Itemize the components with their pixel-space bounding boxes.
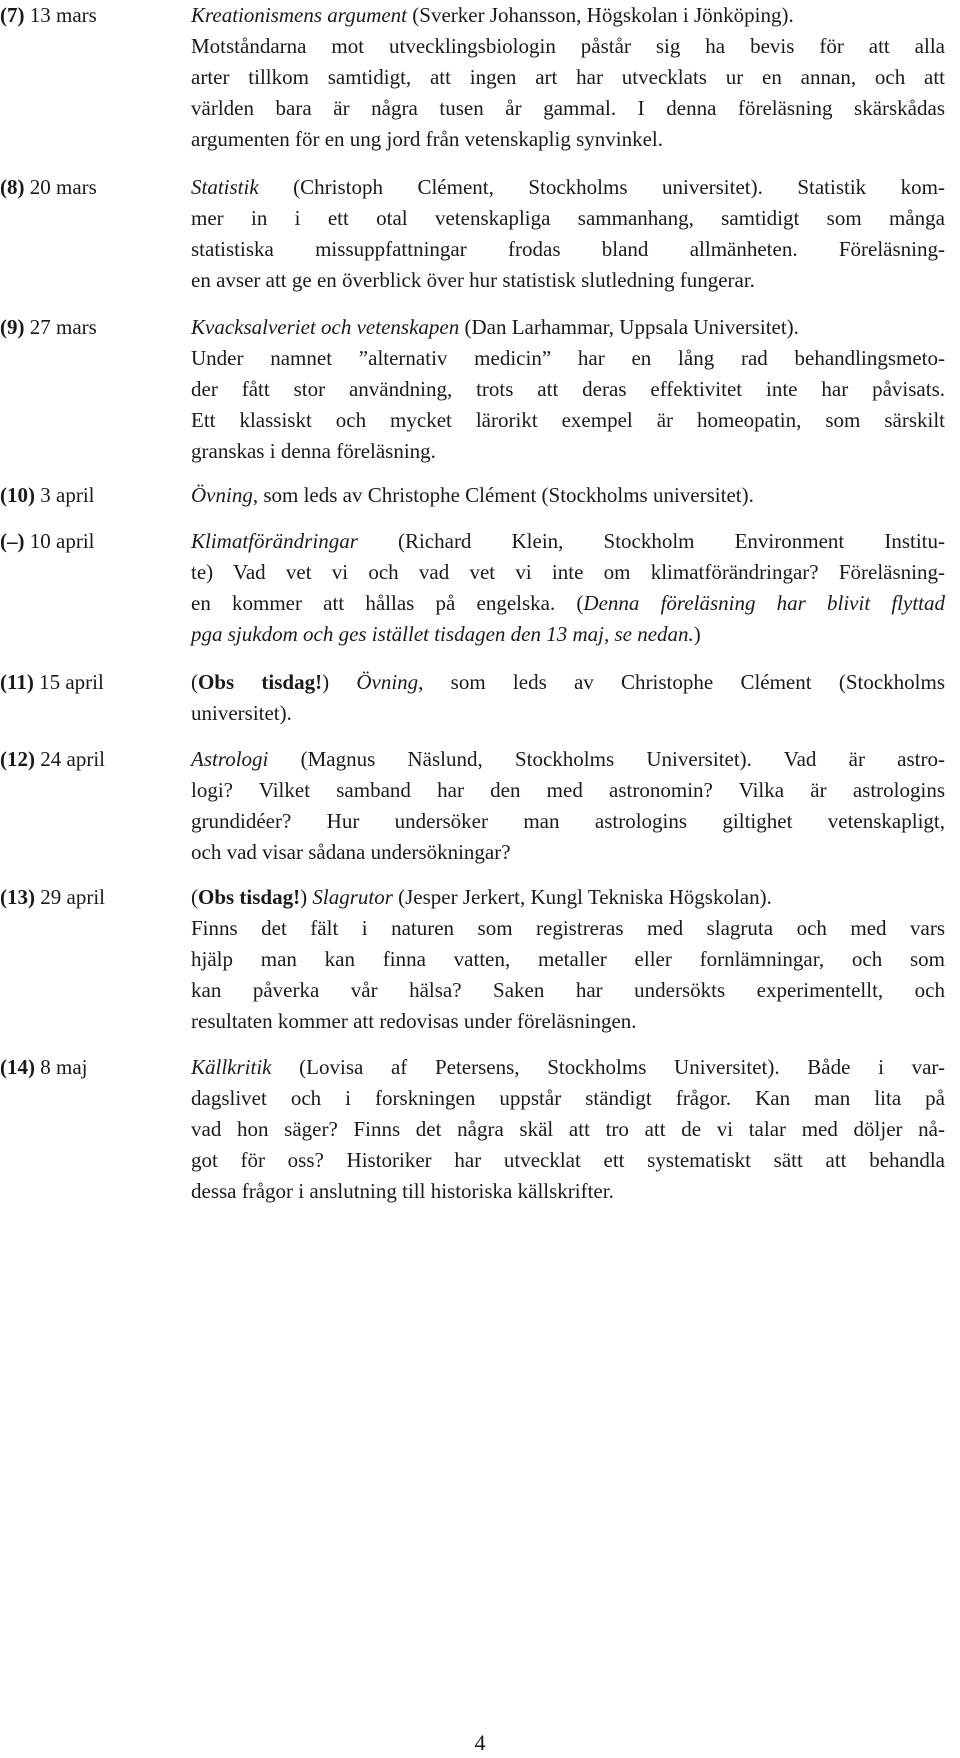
lecture-label — [0, 1052, 185, 1083]
lecture-description — [191, 312, 945, 467]
text-line — [191, 1176, 945, 1207]
lecture-description — [191, 526, 945, 650]
body-text: statistiska missuppfattningar frodas bland allmänheten. Föreläsning- — [191, 237, 945, 261]
body-text: ) — [693, 622, 701, 646]
emphasis-text: Övning — [356, 670, 419, 694]
text-line — [191, 913, 945, 944]
text-line — [191, 806, 945, 837]
emphasis-text: Kvacksalveriet och vetenskapen — [191, 315, 460, 339]
body-text: (Jesper Jerkert, Kungl Tekniska Högskolan). — [392, 885, 772, 909]
text-line — [191, 1083, 945, 1114]
text-line — [191, 172, 945, 203]
body-text: och vad visar sådana undersökningar? — [191, 840, 511, 864]
body-text: , som leds av Christophe Clément (Stockholms universitet). — [252, 483, 754, 507]
text-line — [191, 93, 945, 124]
text-line — [191, 1052, 945, 1083]
lecture-label — [0, 0, 185, 31]
lecture-description — [191, 1052, 945, 1207]
text-line — [191, 312, 945, 343]
lecture-label — [0, 312, 185, 343]
lecture-date: 29 april — [40, 885, 105, 909]
text-line — [191, 619, 945, 650]
emphasis-text: Källkritik — [191, 1055, 272, 1079]
text-line — [191, 62, 945, 93]
body-text: (Richard Klein, Stockholm Environment Institu- — [357, 529, 945, 553]
text-line — [191, 588, 945, 619]
emphasis-text: pga sjukdom och ges istället tisdagen den 13 maj, se nedan. — [191, 622, 694, 646]
lecture-number: (11) — [0, 670, 34, 694]
text-line — [191, 744, 945, 775]
body-text: resultaten kommer att redovisas under föreläsningen. — [191, 1009, 637, 1033]
lecture-label — [0, 882, 185, 913]
lecture-date: 24 april — [40, 747, 105, 771]
emphasis-text: Denna föreläsning har blivit flyttad — [583, 591, 945, 615]
text-line — [191, 405, 945, 436]
text-line — [191, 343, 945, 374]
text-line — [191, 667, 945, 698]
lecture-label — [0, 480, 185, 511]
lecture-number: (14) — [0, 1055, 35, 1079]
text-line — [191, 124, 945, 155]
text-line — [191, 234, 945, 265]
body-text: logi? Vilket samband har den med astronomin? Vilka är astrologins — [191, 778, 945, 802]
text-line — [191, 1006, 945, 1037]
body-text: Finns det fält i naturen som registreras med slagruta och med vars — [191, 916, 945, 940]
text-line — [191, 436, 945, 467]
body-text: ) — [322, 670, 357, 694]
text-line — [191, 557, 945, 588]
text-line — [191, 480, 945, 511]
lecture-number: (10) — [0, 483, 35, 507]
body-text: universitet). — [191, 701, 292, 725]
body-text: hjälp man kan finna vatten, metaller eller fornlämningar, och som — [191, 947, 945, 971]
text-line — [191, 975, 945, 1006]
body-text: dagslivet och i forskningen uppstår ständigt frågor. Kan man lita på — [191, 1086, 945, 1110]
body-text: Motståndarna mot utvecklingsbiologin påstår sig ha bevis för att alla — [191, 34, 945, 58]
body-text: kan påverka vår hälsa? Saken har undersökts experimentellt, och — [191, 978, 945, 1002]
emphasis-text: Klimatförändringar — [191, 529, 358, 553]
lecture-number: (–) — [0, 529, 25, 553]
text-line — [191, 698, 945, 729]
body-text: ( — [191, 670, 198, 694]
body-text: dessa frågor i anslutning till historiska källskrifter. — [191, 1179, 614, 1203]
emphasis-text: Statistik — [191, 175, 259, 199]
bold-text: Obs tisdag! — [198, 670, 323, 694]
text-line — [191, 882, 945, 913]
body-text: te) Vad vet vi och vad vet vi inte om klimatförändringar? Föreläsning- — [191, 560, 945, 584]
lecture-description — [191, 744, 945, 868]
text-line — [191, 265, 945, 296]
page-number: 4 — [474, 1730, 486, 1755]
lecture-label — [0, 526, 185, 557]
body-text: mer in i ett otal vetenskapliga sammanhang, samtidigt som många — [191, 206, 945, 230]
text-line — [191, 944, 945, 975]
lecture-label — [0, 744, 185, 775]
lecture-date: 10 april — [29, 529, 95, 553]
body-text: grundidéer? Hur undersöker man astrologins giltighet vetenskapligt, — [191, 809, 945, 833]
lecture-number: (8) — [0, 175, 25, 199]
text-line — [191, 31, 945, 62]
lecture-label — [0, 172, 185, 203]
body-text: (Christoph Clément, Stockholms universitet). Statistik kom- — [258, 175, 945, 199]
lecture-number: (7) — [0, 3, 25, 27]
text-line — [191, 374, 945, 405]
body-text: Ett klassiskt och mycket lärorikt exempel är homeopatin, som särskilt — [191, 408, 945, 432]
body-text: arter tillkom samtidigt, att ingen art har utvecklats ur en annan, och att — [191, 65, 945, 89]
body-text: ) — [300, 885, 313, 909]
body-text: (Lovisa af Petersens, Stockholms Universitet). Både i var- — [271, 1055, 945, 1079]
body-text: ( — [191, 885, 198, 909]
lecture-description — [191, 480, 945, 511]
lecture-date: 20 mars — [29, 175, 97, 199]
lecture-date: 27 mars — [29, 315, 97, 339]
text-line — [191, 1145, 945, 1176]
emphasis-text: Astrologi — [191, 747, 269, 771]
text-line — [191, 203, 945, 234]
text-line — [191, 775, 945, 806]
emphasis-text: Slagrutor — [312, 885, 393, 909]
body-text: vad hon säger? Finns det några skäl att tro att de vi talar med döljer nå- — [191, 1117, 945, 1141]
body-text: , som leds av Christophe Clément (Stockholms — [418, 670, 946, 694]
body-text: Under namnet ”alternativ medicin” har en lång rad behandlingsmeto- — [191, 346, 945, 370]
text-line — [191, 526, 945, 557]
emphasis-text: Kreationismens argument — [191, 3, 408, 27]
body-text: der fått stor användning, trots att deras effektivitet inte har påvisats. — [191, 377, 945, 401]
lecture-number: (12) — [0, 747, 35, 771]
lecture-description — [191, 882, 945, 1037]
body-text: got för oss? Historiker har utvecklat ett systematiskt sätt att behandla — [191, 1148, 945, 1172]
lecture-date: 3 april — [40, 483, 95, 507]
text-line — [191, 1114, 945, 1145]
body-text: världen bara är några tusen år gammal. I denna föreläsning skärskådas — [191, 96, 945, 120]
lecture-description — [191, 667, 945, 729]
emphasis-text: Övning — [191, 483, 253, 507]
body-text: (Magnus Näslund, Stockholms Universitet). Vad är astro- — [268, 747, 945, 771]
lecture-date: 13 mars — [29, 3, 97, 27]
body-text: granskas i denna föreläsning. — [191, 439, 436, 463]
lecture-description — [191, 0, 945, 155]
body-text: (Sverker Johansson, Högskolan i Jönköping). — [407, 3, 794, 27]
bold-text: Obs tisdag! — [198, 885, 301, 909]
text-line — [191, 837, 945, 868]
body-text: en avser att ge en överblick över hur statistisk slutledning fungerar. — [191, 268, 755, 292]
lecture-number: (9) — [0, 315, 25, 339]
body-text: argumenten för en ung jord från vetenskaplig synvinkel. — [191, 127, 663, 151]
text-line — [191, 0, 945, 31]
lecture-label — [0, 667, 185, 698]
lecture-description — [191, 172, 945, 296]
lecture-date: 15 april — [39, 670, 104, 694]
body-text: (Dan Larhammar, Uppsala Universitet). — [459, 315, 799, 339]
body-text: en kommer att hållas på engelska. ( — [191, 591, 584, 615]
lecture-date: 8 maj — [40, 1055, 88, 1079]
lecture-number: (13) — [0, 885, 35, 909]
